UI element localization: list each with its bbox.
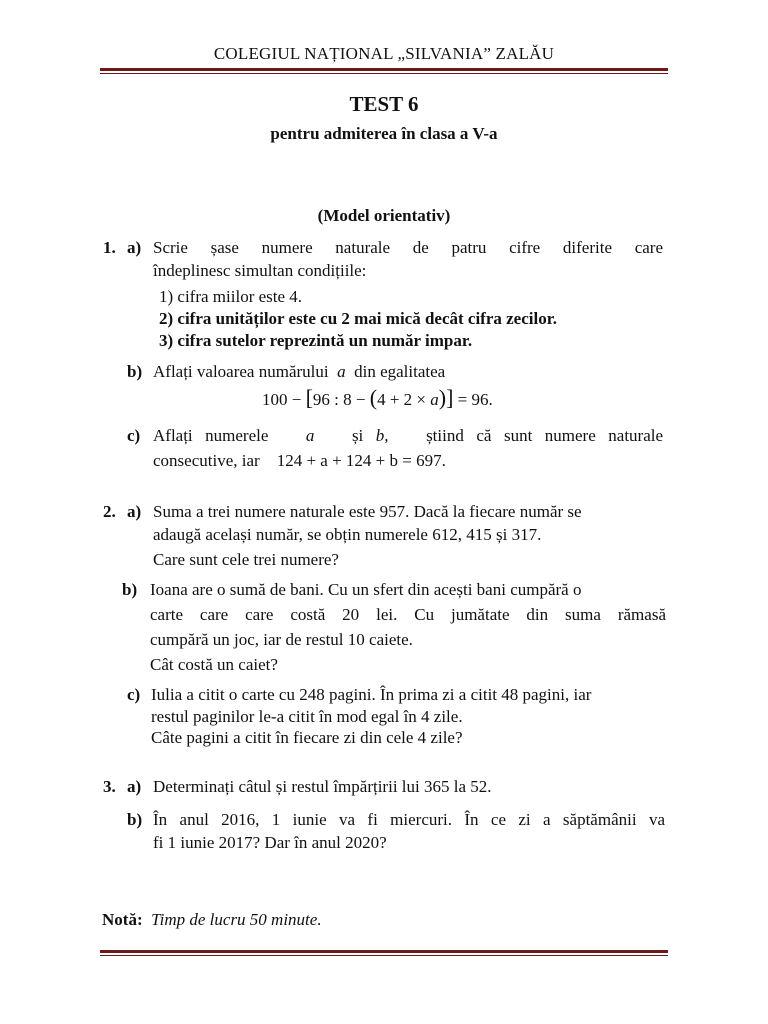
- note: [102, 910, 322, 930]
- model-label: (Model orientativ): [317, 206, 451, 225]
- problem-3a-label: a): [127, 777, 142, 796]
- condition-1: 1) cifra miilor este 4.: [159, 287, 303, 306]
- problem-2a-line-1: Suma a trei numere naturale este 957. Dacă la fiecare număr se: [153, 502, 582, 521]
- problem-2a-label: a): [127, 502, 142, 521]
- problem-1b-text: Aflați valoarea numărului a din egalitatea: [153, 362, 446, 381]
- problem-2b-line-1: Ioana are o sumă de bani. Cu un sfert din acești bani cumpără o: [150, 580, 582, 599]
- problem-3-number: 3.: [103, 777, 116, 796]
- problem-1c-line-2: consecutive, iar 124 + a + 124 + b = 697.: [153, 451, 446, 470]
- problem-1c-label: c): [127, 426, 141, 445]
- problem-2b-line-2: carte care care costă 20 lei. Cu jumătate din suma rămasă: [150, 605, 666, 624]
- note-label: Notă:: [102, 910, 143, 929]
- problem-1b-label: b): [127, 362, 143, 381]
- problem-2a-line-2: adaugă același număr, se obțin numerele 612, 415 și 317.: [153, 525, 542, 544]
- problem-2c-line-1: Iulia a citit o carte cu 248 pagini. În prima zi a citit 48 pagini, iar: [151, 685, 592, 704]
- problem-2b-line-3: cumpără un joc, iar de restul 10 caiete.: [150, 630, 413, 649]
- header-rule: [100, 68, 668, 74]
- footer-rule: [100, 950, 668, 956]
- problem-1a-label: a): [127, 238, 142, 257]
- equation-1b: 100 − [96 : 8 − (4 + 2 × a)] = 96.: [262, 385, 493, 410]
- note-text: Timp de lucru 50 minute.: [151, 910, 322, 929]
- problem-2b-label: b): [122, 580, 138, 599]
- problem-3b-line-1: În anul 2016, 1 iunie va fi miercuri. În ce zi a săptămânii va: [153, 810, 665, 829]
- school-header: COLEGIUL NAȚIONAL „SILVANIA” ZALĂU: [213, 44, 555, 63]
- problem-2b-line-4: Cât costă un caiet?: [150, 655, 278, 674]
- problem-1-number: 1.: [103, 238, 116, 257]
- page-title: TEST 6: [349, 92, 419, 116]
- problem-3a-line-1: Determinați câtul și restul împărțirii lui 365 la 52.: [153, 777, 492, 796]
- problem-3b-label: b): [127, 810, 143, 829]
- problem-1c-line-1: Aflați numerele a și b, știind că sunt numere naturale: [153, 426, 664, 445]
- problem-2c-line-2: restul paginilor le-a citit în mod egal în 4 zile.: [151, 707, 463, 726]
- problem-2c-line-3: Câte pagini a citit în fiecare zi din cele 4 zile?: [151, 728, 463, 747]
- problem-2a-line-3: Care sunt cele trei numere?: [153, 550, 339, 569]
- problem-3b-line-2: fi 1 iunie 2017? Dar în anul 2020?: [153, 833, 387, 852]
- condition-2: 2) cifra unităților este cu 2 mai mică decât cifra zecilor.: [159, 309, 557, 328]
- problem-2-number: 2.: [103, 502, 116, 521]
- problem-1a-line-2: îndeplinesc simultan condițiile:: [153, 261, 367, 280]
- problem-1a-line-1: Scrie șase numere naturale de patru cifre diferite care: [153, 238, 663, 257]
- variable-a: a: [337, 362, 346, 381]
- condition-3: 3) cifra sutelor reprezintă un număr impar.: [159, 331, 473, 350]
- problem-2c-label: c): [127, 685, 141, 704]
- page-subtitle: pentru admiterea în clasa a V-a: [270, 124, 498, 143]
